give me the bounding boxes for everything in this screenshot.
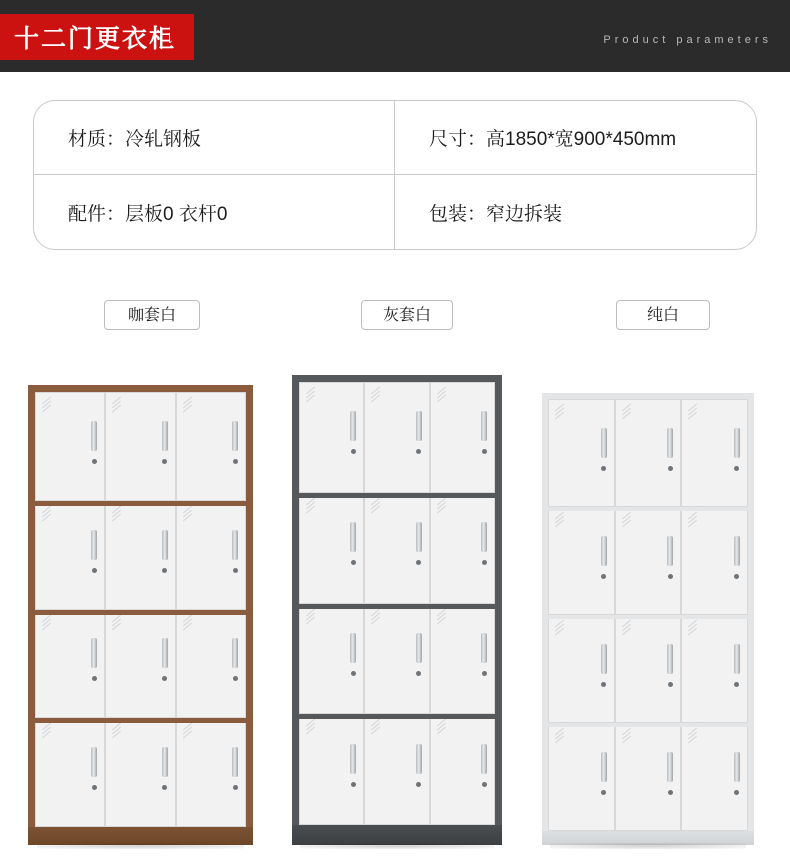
locker-door[interactable]	[615, 399, 682, 507]
lock-icon[interactable]	[92, 568, 97, 573]
lock-icon[interactable]	[601, 574, 606, 579]
door-handle-icon[interactable]	[416, 744, 422, 774]
door-row	[35, 610, 246, 719]
lock-icon[interactable]	[233, 568, 238, 573]
shelf-divider	[35, 610, 246, 615]
page-title: 十二门更衣柜	[14, 25, 177, 53]
vent-slots-icon	[305, 720, 321, 734]
product-header-bar	[0, 0, 790, 72]
door-handle-icon[interactable]	[91, 638, 97, 668]
locker-door[interactable]	[105, 718, 175, 827]
locker-gallery	[0, 375, 790, 845]
door-row	[299, 714, 495, 825]
lock-icon[interactable]	[351, 671, 356, 676]
lock-icon[interactable]	[416, 671, 421, 676]
lock-icon[interactable]	[162, 676, 167, 681]
door-handle-icon[interactable]	[350, 633, 356, 663]
locker-door[interactable]	[364, 714, 429, 825]
locker-door[interactable]	[615, 615, 682, 723]
locker-door[interactable]	[548, 723, 615, 831]
lock-icon[interactable]	[734, 682, 739, 687]
door-handle-icon[interactable]	[416, 522, 422, 552]
tag-notch-shape	[170, 14, 183, 42]
locker-door[interactable]	[548, 399, 615, 507]
locker-door[interactable]	[105, 392, 175, 501]
shelf-divider	[548, 615, 748, 619]
door-handle-icon[interactable]	[734, 428, 740, 458]
locker-door[interactable]	[615, 507, 682, 615]
locker-door[interactable]	[35, 610, 105, 719]
vent-slots-icon	[41, 616, 57, 630]
door-handle-icon[interactable]	[734, 536, 740, 566]
vent-slots-icon	[182, 724, 198, 738]
lock-icon[interactable]	[92, 459, 97, 464]
lock-icon[interactable]	[351, 449, 356, 454]
locker-door[interactable]	[176, 610, 246, 719]
vent-slots-icon	[111, 398, 127, 412]
door-row	[299, 493, 495, 604]
cabinet-doors-area	[299, 382, 495, 825]
locker-door[interactable]	[430, 714, 495, 825]
door-handle-icon[interactable]	[734, 752, 740, 782]
door-handle-icon[interactable]	[232, 530, 238, 560]
door-handle-icon[interactable]	[416, 411, 422, 441]
cabinet-doors-area	[35, 392, 246, 827]
vent-slots-icon	[554, 729, 570, 743]
door-handle-icon[interactable]	[667, 536, 673, 566]
vent-slots-icon	[370, 388, 386, 402]
locker-door[interactable]	[548, 615, 615, 723]
shelf-divider	[35, 501, 246, 506]
door-handle-icon[interactable]	[601, 644, 607, 674]
door-row	[299, 382, 495, 493]
door-handle-icon[interactable]	[350, 411, 356, 441]
vent-slots-icon	[305, 499, 321, 513]
vent-slots-icon	[621, 621, 637, 635]
color-option-grey-white[interactable]: 灰套白	[361, 300, 453, 330]
lock-icon[interactable]	[601, 466, 606, 471]
lock-icon[interactable]	[734, 790, 739, 795]
lock-icon[interactable]	[351, 560, 356, 565]
vent-slots-icon	[182, 616, 198, 630]
locker-door[interactable]	[681, 399, 748, 507]
door-handle-icon[interactable]	[350, 744, 356, 774]
lock-icon[interactable]	[601, 682, 606, 687]
door-handle-icon[interactable]	[667, 644, 673, 674]
door-handle-icon[interactable]	[601, 752, 607, 782]
door-handle-icon[interactable]	[162, 747, 168, 777]
shelf-divider	[548, 723, 748, 727]
locker-door[interactable]	[176, 718, 246, 827]
locker-door[interactable]	[681, 507, 748, 615]
locker-door[interactable]	[430, 604, 495, 715]
vent-slots-icon	[436, 388, 452, 402]
cabinet-doors-area	[548, 399, 748, 831]
lock-icon[interactable]	[416, 449, 421, 454]
door-handle-icon[interactable]	[350, 522, 356, 552]
vent-slots-icon	[305, 388, 321, 402]
lock-icon[interactable]	[92, 676, 97, 681]
lock-icon[interactable]	[233, 459, 238, 464]
door-handle-icon[interactable]	[162, 638, 168, 668]
vent-slots-icon	[687, 405, 703, 419]
vent-slots-icon	[621, 729, 637, 743]
vent-slots-icon	[305, 610, 321, 624]
parameter-cell-material: 材质：冷轧钢板	[34, 101, 395, 175]
door-handle-icon[interactable]	[91, 421, 97, 451]
vent-slots-icon	[111, 616, 127, 630]
locker-door[interactable]	[35, 718, 105, 827]
locker-door[interactable]	[364, 493, 429, 604]
lock-icon[interactable]	[668, 466, 673, 471]
door-handle-icon[interactable]	[91, 747, 97, 777]
lock-icon[interactable]	[668, 682, 673, 687]
door-handle-icon[interactable]	[481, 522, 487, 552]
lock-icon[interactable]	[416, 782, 421, 787]
locker-door[interactable]	[615, 723, 682, 831]
locker-door[interactable]	[299, 604, 364, 715]
vent-slots-icon	[687, 621, 703, 635]
locker-door[interactable]	[176, 501, 246, 610]
lock-icon[interactable]	[233, 785, 238, 790]
vent-slots-icon	[554, 621, 570, 635]
locker-door[interactable]	[548, 507, 615, 615]
locker-door[interactable]	[299, 714, 364, 825]
door-handle-icon[interactable]	[601, 536, 607, 566]
lock-icon[interactable]	[351, 782, 356, 787]
lock-icon[interactable]	[734, 574, 739, 579]
lock-icon[interactable]	[162, 568, 167, 573]
parameter-panel	[33, 100, 757, 250]
door-handle-icon[interactable]	[601, 428, 607, 458]
door-handle-icon[interactable]	[481, 411, 487, 441]
vent-slots-icon	[554, 405, 570, 419]
door-handle-icon[interactable]	[162, 421, 168, 451]
lock-icon[interactable]	[668, 574, 673, 579]
door-handle-icon[interactable]	[734, 644, 740, 674]
vent-slots-icon	[41, 724, 57, 738]
product-title-tag	[0, 14, 194, 60]
vent-slots-icon	[41, 507, 57, 521]
locker-door[interactable]	[430, 493, 495, 604]
lock-icon[interactable]	[162, 785, 167, 790]
floor-shadow	[300, 843, 493, 849]
door-handle-icon[interactable]	[481, 633, 487, 663]
shelf-divider	[35, 718, 246, 723]
door-row	[35, 501, 246, 610]
lock-icon[interactable]	[482, 782, 487, 787]
vent-slots-icon	[182, 398, 198, 412]
shelf-divider	[299, 714, 495, 719]
locker-image-pure-white[interactable]	[542, 393, 754, 845]
locker-door[interactable]	[299, 493, 364, 604]
locker-door[interactable]	[35, 392, 105, 501]
locker-door[interactable]	[35, 501, 105, 610]
vent-slots-icon	[436, 499, 452, 513]
shelf-divider	[548, 507, 748, 511]
lock-icon[interactable]	[92, 785, 97, 790]
door-row	[299, 604, 495, 715]
door-handle-icon[interactable]	[667, 428, 673, 458]
lock-icon[interactable]	[482, 560, 487, 565]
door-row	[548, 507, 748, 615]
door-row	[548, 399, 748, 507]
door-handle-icon[interactable]	[162, 530, 168, 560]
vent-slots-icon	[687, 513, 703, 527]
parameter-cell-size: 尺寸：高1850*宽900*450mm	[395, 101, 756, 175]
door-handle-icon[interactable]	[232, 638, 238, 668]
locker-door[interactable]	[681, 615, 748, 723]
vent-slots-icon	[621, 513, 637, 527]
color-option-coffee-white[interactable]: 咖套白	[104, 300, 200, 330]
door-row	[548, 723, 748, 831]
shelf-divider	[299, 604, 495, 609]
door-row	[548, 615, 748, 723]
locker-image-grey-white[interactable]	[292, 375, 502, 845]
locker-door[interactable]	[430, 382, 495, 493]
color-option-labels	[0, 300, 790, 334]
door-handle-icon[interactable]	[91, 530, 97, 560]
vent-slots-icon	[111, 724, 127, 738]
lock-icon[interactable]	[233, 676, 238, 681]
lock-icon[interactable]	[162, 459, 167, 464]
door-handle-icon[interactable]	[667, 752, 673, 782]
parameter-cell-packaging: 包装：窄边拆装	[429, 203, 563, 225]
header-subtitle: Product parameters	[603, 34, 772, 46]
vent-slots-icon	[621, 405, 637, 419]
lock-icon[interactable]	[601, 790, 606, 795]
lock-icon[interactable]	[734, 466, 739, 471]
locker-door[interactable]	[105, 501, 175, 610]
door-row	[35, 392, 246, 501]
vent-slots-icon	[370, 499, 386, 513]
parameter-cell-accessories: 配件：层板0 衣杆0	[34, 175, 395, 249]
vent-slots-icon	[182, 507, 198, 521]
locker-door[interactable]	[364, 604, 429, 715]
lock-icon[interactable]	[482, 449, 487, 454]
color-option-pure-white[interactable]: 纯白	[616, 300, 710, 330]
vent-slots-icon	[111, 507, 127, 521]
lock-icon[interactable]	[482, 671, 487, 676]
locker-door[interactable]	[299, 382, 364, 493]
door-handle-icon[interactable]	[416, 633, 422, 663]
locker-door[interactable]	[681, 723, 748, 831]
vent-slots-icon	[436, 720, 452, 734]
vent-slots-icon	[370, 720, 386, 734]
shelf-divider	[299, 493, 495, 498]
cabinet-base	[292, 825, 502, 845]
locker-door[interactable]	[364, 382, 429, 493]
vent-slots-icon	[436, 610, 452, 624]
lock-icon[interactable]	[668, 790, 673, 795]
lock-icon[interactable]	[416, 560, 421, 565]
locker-image-coffee-white[interactable]	[28, 385, 253, 845]
vent-slots-icon	[554, 513, 570, 527]
locker-door[interactable]	[105, 610, 175, 719]
door-handle-icon[interactable]	[481, 744, 487, 774]
vent-slots-icon	[370, 610, 386, 624]
door-handle-icon[interactable]	[232, 421, 238, 451]
parameter-table	[33, 100, 757, 250]
vent-slots-icon	[687, 729, 703, 743]
door-handle-icon[interactable]	[232, 747, 238, 777]
floor-shadow	[37, 843, 244, 849]
locker-door[interactable]	[176, 392, 246, 501]
door-row	[35, 718, 246, 827]
vent-slots-icon	[41, 398, 57, 412]
floor-shadow	[550, 843, 745, 849]
